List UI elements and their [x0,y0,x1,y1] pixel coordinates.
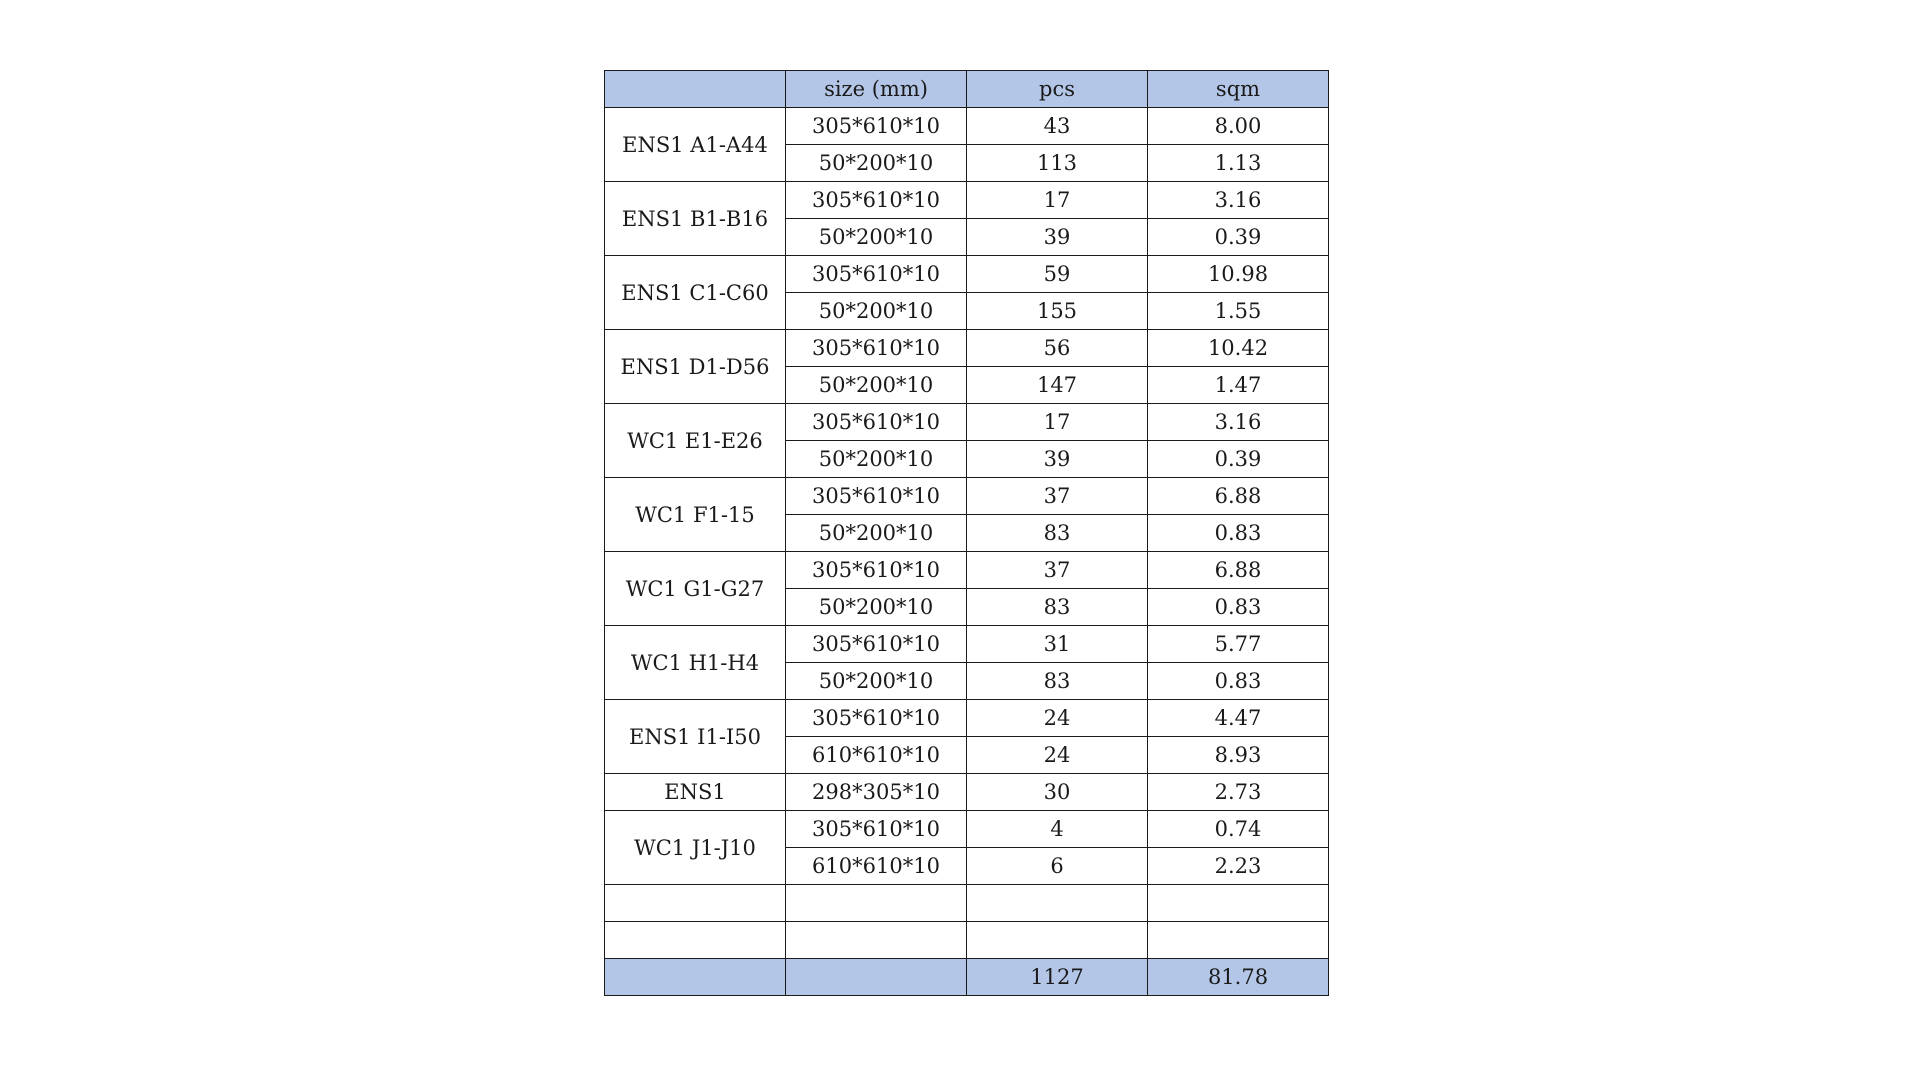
pcs-cell: 24 [967,700,1148,737]
total-pcs-cell: 1127 [967,959,1148,996]
sqm-cell: 2.23 [1148,848,1329,885]
pcs-cell: 83 [967,515,1148,552]
table-row [605,330,1329,367]
pcs-cell: 4 [967,811,1148,848]
sqm-cell: 1.47 [1148,367,1329,404]
sqm-cell: 5.77 [1148,626,1329,663]
blank-cell [967,885,1148,922]
group-label-cell: ENS1 D1-D56 [605,330,786,404]
pcs-cell: 31 [967,626,1148,663]
pcs-cell: 37 [967,478,1148,515]
blank-cell [967,922,1148,959]
header-cell-group [605,71,786,108]
size-cell: 305*610*10 [786,108,967,145]
size-cell: 305*610*10 [786,811,967,848]
size-cell: 50*200*10 [786,293,967,330]
blank-cell [786,922,967,959]
size-cell: 610*610*10 [786,848,967,885]
blank-row [605,885,1329,922]
size-cell: 50*200*10 [786,367,967,404]
group-label-cell: ENS1 A1-A44 [605,108,786,182]
table-row [605,108,1329,145]
pcs-cell: 59 [967,256,1148,293]
total-label-cell [605,959,786,996]
group-label-cell: WC1 F1-15 [605,478,786,552]
total-sqm-cell: 81.78 [1148,959,1329,996]
sqm-cell: 6.88 [1148,552,1329,589]
header-row [605,71,1329,108]
size-cell: 305*610*10 [786,256,967,293]
group-label-cell: WC1 H1-H4 [605,626,786,700]
sqm-cell: 2.73 [1148,774,1329,811]
header-cell-pcs: pcs [967,71,1148,108]
group-label-cell: ENS1 B1-B16 [605,182,786,256]
group-label-cell: ENS1 C1-C60 [605,256,786,330]
group-label-cell: WC1 E1-E26 [605,404,786,478]
size-cell: 50*200*10 [786,441,967,478]
table-row [605,256,1329,293]
pcs-cell: 17 [967,182,1148,219]
sqm-cell: 8.00 [1148,108,1329,145]
total-row [605,959,1329,996]
table-row [605,478,1329,515]
pcs-cell: 39 [967,219,1148,256]
table-row [605,811,1329,848]
size-cell: 305*610*10 [786,700,967,737]
sqm-cell: 1.55 [1148,293,1329,330]
blank-cell [1148,885,1329,922]
table-body [605,71,1329,996]
header-cell-sqm: sqm [1148,71,1329,108]
size-cell: 298*305*10 [786,774,967,811]
blank-cell [786,885,967,922]
blank-row [605,922,1329,959]
table-row [605,700,1329,737]
size-cell: 50*200*10 [786,145,967,182]
size-cell: 305*610*10 [786,478,967,515]
sqm-cell: 0.39 [1148,219,1329,256]
sqm-cell: 3.16 [1148,404,1329,441]
pcs-cell: 6 [967,848,1148,885]
blank-cell [605,922,786,959]
total-size-cell [786,959,967,996]
table-row [605,774,1329,811]
size-cell: 50*200*10 [786,589,967,626]
sqm-cell: 0.39 [1148,441,1329,478]
pcs-cell: 147 [967,367,1148,404]
size-cell: 305*610*10 [786,330,967,367]
pcs-cell: 83 [967,663,1148,700]
pcs-cell: 17 [967,404,1148,441]
size-cell: 305*610*10 [786,182,967,219]
sqm-cell: 3.16 [1148,182,1329,219]
pcs-cell: 30 [967,774,1148,811]
sqm-cell: 0.83 [1148,589,1329,626]
sqm-cell: 8.93 [1148,737,1329,774]
sqm-cell: 10.42 [1148,330,1329,367]
sqm-cell: 6.88 [1148,478,1329,515]
panel-quantity-table [604,70,1329,996]
size-cell: 305*610*10 [786,404,967,441]
size-cell: 305*610*10 [786,552,967,589]
sqm-cell: 0.74 [1148,811,1329,848]
blank-cell [605,885,786,922]
size-cell: 50*200*10 [786,663,967,700]
pcs-cell: 83 [967,589,1148,626]
pcs-cell: 43 [967,108,1148,145]
sqm-cell: 0.83 [1148,663,1329,700]
pcs-cell: 56 [967,330,1148,367]
pcs-cell: 39 [967,441,1148,478]
size-cell: 610*610*10 [786,737,967,774]
size-cell: 305*610*10 [786,626,967,663]
pcs-cell: 155 [967,293,1148,330]
blank-cell [1148,922,1329,959]
group-label-cell: ENS1 I1-I50 [605,700,786,774]
header-cell-size: size (mm) [786,71,967,108]
sqm-cell: 10.98 [1148,256,1329,293]
group-label-cell: ENS1 [605,774,786,811]
pcs-cell: 113 [967,145,1148,182]
sqm-cell: 4.47 [1148,700,1329,737]
sqm-cell: 0.83 [1148,515,1329,552]
table-row [605,182,1329,219]
pcs-cell: 37 [967,552,1148,589]
sqm-cell: 1.13 [1148,145,1329,182]
table-row [605,626,1329,663]
table-row [605,404,1329,441]
group-label-cell: WC1 G1-G27 [605,552,786,626]
size-cell: 50*200*10 [786,219,967,256]
pcs-cell: 24 [967,737,1148,774]
group-label-cell: WC1 J1-J10 [605,811,786,885]
table-row [605,552,1329,589]
size-cell: 50*200*10 [786,515,967,552]
